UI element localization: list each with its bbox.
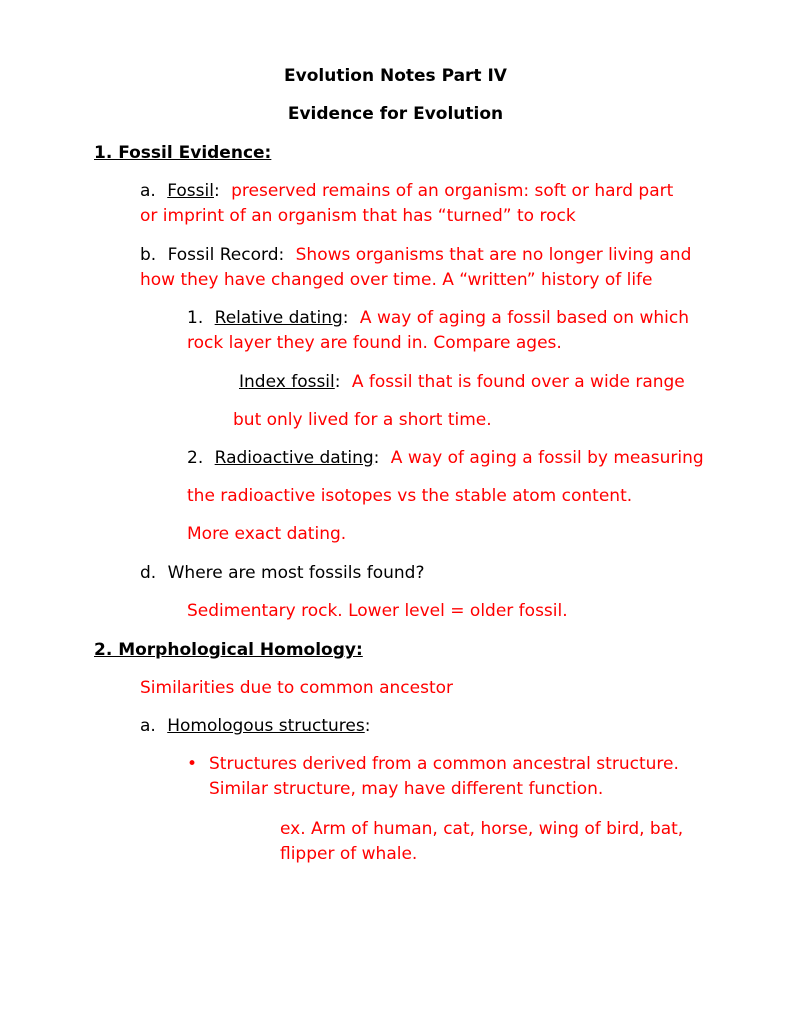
item-2-number: 2.	[187, 448, 204, 468]
section-2-item-a-marker: a.	[140, 716, 156, 736]
fossil-location-question	[140, 561, 424, 585]
index-fossil-line-1	[239, 370, 685, 394]
homologous-structures-colon: :	[364, 716, 371, 736]
index-fossil-term: Index fossil	[239, 372, 335, 392]
page-subtitle: Evidence for Evolution	[287, 104, 504, 124]
radioactive-dating-colon: :	[373, 448, 380, 468]
fossil-definition-line-1	[140, 179, 673, 203]
page-title: Evolution Notes Part IV	[284, 66, 507, 86]
relative-dating-colon: :	[342, 308, 349, 328]
homologous-structures-line	[140, 714, 370, 738]
fossil-location-question-text: Where are most fossils found?	[167, 563, 425, 583]
bullet-item	[187, 752, 679, 776]
relative-dating-definition: A way of aging a fossil based on which	[359, 308, 690, 328]
section-2-heading: 2. Morphological Homology:	[94, 640, 363, 660]
section-2-intro: Similarities due to common ancestor	[140, 678, 454, 698]
section-1-heading: 1. Fossil Evidence:	[94, 143, 272, 163]
fossil-term: Fossil	[167, 181, 214, 201]
fossil-record-line-1	[140, 243, 691, 267]
radioactive-dating-term: Radioactive dating	[214, 448, 374, 468]
relative-dating-line-2: rock layer they are found in. Compare ages.	[187, 333, 562, 353]
fossil-record-line-2: how they have changed over time. A “written” history of life	[140, 270, 653, 290]
fossil-definition-line-2: or imprint of an organism that has “turned” to rock	[140, 206, 576, 226]
item-b-marker: b.	[140, 245, 157, 265]
bullet-line-1: Structures derived from a common ancestral structure.	[209, 754, 679, 774]
index-fossil-colon: :	[334, 372, 341, 392]
item-a-marker: a.	[140, 181, 156, 201]
index-fossil-line-2: but only lived for a short time.	[233, 410, 492, 430]
item-d-marker: d.	[140, 563, 157, 583]
fossil-record-definition: Shows organisms that are no longer living and	[295, 245, 692, 265]
homologous-structures-term: Homologous structures	[167, 716, 365, 736]
radioactive-dating-line-3: More exact dating.	[187, 524, 347, 544]
index-fossil-definition: A fossil that is found over a wide range	[351, 372, 685, 392]
example-line-2: flipper of whale.	[280, 844, 418, 864]
radioactive-dating-definition: A way of aging a fossil by measuring	[390, 448, 704, 468]
relative-dating-line-1	[187, 306, 689, 330]
radioactive-dating-line-1	[187, 446, 704, 470]
fossil-colon: :	[213, 181, 220, 201]
item-1-number: 1.	[187, 308, 204, 328]
relative-dating-term: Relative dating	[214, 308, 343, 328]
fossil-location-answer: Sedimentary rock. Lower level = older fossil.	[187, 601, 568, 621]
fossil-record-term: Fossil Record:	[167, 245, 285, 265]
fossil-definition: preserved remains of an organism: soft or hard part	[231, 181, 674, 201]
bullet-line-2: Similar structure, may have different function.	[209, 779, 604, 799]
radioactive-dating-line-2: the radioactive isotopes vs the stable atom content.	[187, 486, 633, 506]
bullet-icon: •	[187, 754, 198, 774]
example-line-1: ex. Arm of human, cat, horse, wing of bird, bat,	[280, 819, 684, 839]
